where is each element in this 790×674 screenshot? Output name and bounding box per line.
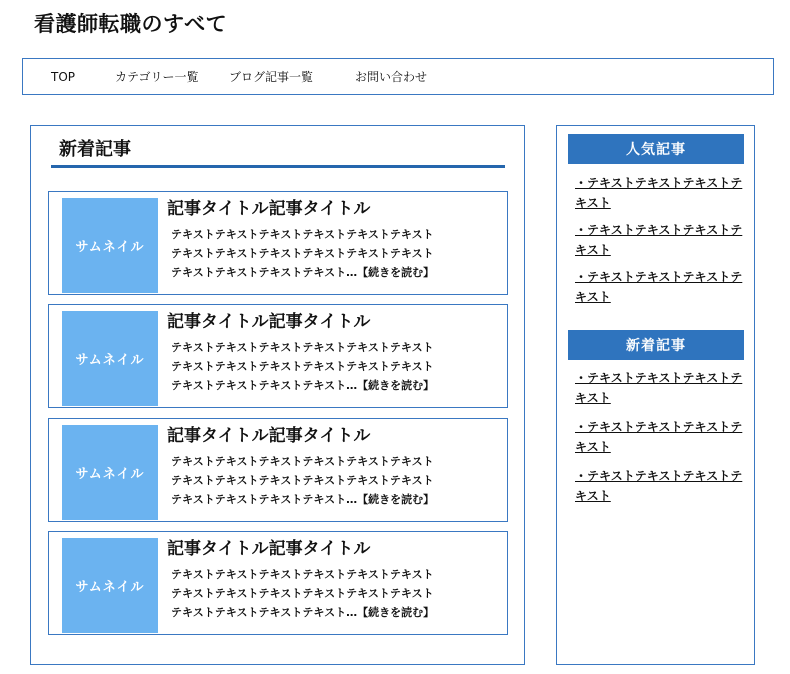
nav-item-contact[interactable]: お問い合わせ	[355, 70, 428, 84]
read-more-link[interactable]: 【続きを読む】	[357, 606, 435, 619]
read-more-link[interactable]: 【続きを読む】	[357, 493, 435, 506]
excerpt-line: テキストテキストテキストテキスト…	[171, 266, 358, 279]
read-more-link[interactable]: 【続きを読む】	[357, 266, 435, 279]
article-title[interactable]: 記事タイトル記事タイトル	[167, 426, 371, 446]
nav-item-top[interactable]: TOP	[51, 70, 76, 84]
recent-articles-heading: 新着記事	[568, 330, 744, 360]
excerpt-line: テキストテキストテキストテキストテキストテキスト	[171, 568, 434, 581]
excerpt-line: テキストテキストテキストテキストテキストテキスト	[171, 341, 434, 354]
excerpt-line: テキストテキストテキストテキストテキストテキスト	[171, 587, 434, 600]
thumbnail[interactable]: サムネイル	[62, 198, 158, 293]
article-excerpt	[171, 565, 501, 622]
site-title[interactable]: 看護師転職のすべて	[34, 12, 228, 36]
main-content	[30, 125, 525, 665]
excerpt-line: テキストテキストテキストテキストテキストテキスト	[171, 455, 434, 468]
section-heading	[51, 136, 505, 168]
thumbnail[interactable]: サムネイル	[62, 311, 158, 406]
excerpt-line: テキストテキストテキストテキスト…	[171, 606, 358, 619]
recent-article-link[interactable]: ・テキストテキストテキストテキスト	[575, 371, 743, 405]
article-title[interactable]: 記事タイトル記事タイトル	[167, 199, 371, 219]
excerpt-line: テキストテキストテキストテキストテキストテキスト	[171, 228, 434, 241]
article-excerpt	[171, 225, 501, 282]
excerpt-line: テキストテキストテキストテキスト…	[171, 493, 358, 506]
article-card[interactable]	[48, 418, 508, 522]
excerpt-line: テキストテキストテキストテキストテキストテキスト	[171, 474, 434, 487]
nav-item-categories[interactable]: カテゴリー一覧	[115, 70, 199, 84]
thumbnail[interactable]: サムネイル	[62, 538, 158, 633]
article-excerpt	[171, 452, 501, 509]
recent-article-link[interactable]: ・テキストテキストテキストテキスト	[575, 469, 743, 503]
sidebar	[556, 125, 755, 665]
popular-article-link[interactable]: ・テキストテキストテキストテキスト	[575, 176, 743, 210]
popular-article-link[interactable]: ・テキストテキストテキストテキスト	[575, 223, 743, 257]
nav-item-blog-list[interactable]: ブログ記事一覧	[229, 70, 314, 84]
article-title[interactable]: 記事タイトル記事タイトル	[167, 312, 371, 332]
article-card[interactable]	[48, 531, 508, 635]
excerpt-line: テキストテキストテキストテキスト…	[171, 379, 358, 392]
article-title[interactable]: 記事タイトル記事タイトル	[167, 539, 371, 559]
popular-articles-heading: 人気記事	[568, 134, 744, 164]
article-card[interactable]	[48, 304, 508, 408]
recent-article-link[interactable]: ・テキストテキストテキストテキスト	[575, 420, 743, 454]
article-excerpt	[171, 338, 501, 395]
section-heading-label: 新着記事	[59, 139, 131, 160]
excerpt-line: テキストテキストテキストテキストテキストテキスト	[171, 247, 434, 260]
excerpt-line: テキストテキストテキストテキストテキストテキスト	[171, 360, 434, 373]
article-card[interactable]	[48, 191, 508, 295]
global-nav	[22, 58, 774, 95]
thumbnail[interactable]: サムネイル	[62, 425, 158, 520]
popular-article-link[interactable]: ・テキストテキストテキストテキスト	[575, 270, 743, 304]
read-more-link[interactable]: 【続きを読む】	[357, 379, 435, 392]
